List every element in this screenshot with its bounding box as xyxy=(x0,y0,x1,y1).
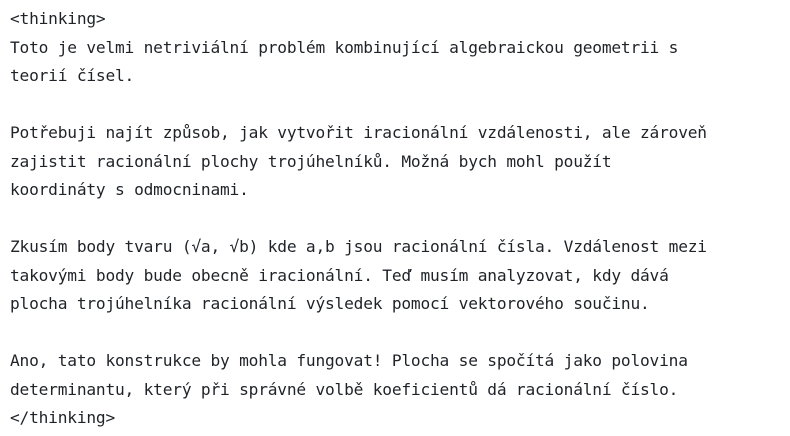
paragraph-1 xyxy=(10,34,780,91)
text-line: plocha trojúhelníka racionální výsledek pomocí vektorového součinu. xyxy=(10,294,650,313)
paragraph-3 xyxy=(10,233,780,319)
text-line: takovými body bude obecně iracionální. Teď musím analyzovat, kdy dává xyxy=(10,265,669,285)
text-line: teorií čísel. xyxy=(10,66,135,85)
text-line: determinantu, který při správné volbě koeficientů dá racionální číslo. xyxy=(10,379,679,399)
paragraph-spacer xyxy=(10,205,780,234)
paragraph-spacer xyxy=(10,91,780,120)
paragraph-4 xyxy=(10,347,780,404)
paragraph-spacer xyxy=(10,319,780,348)
text-line: Zkusím body tvaru (√a, √b) kde a,b jsou racionální čísla. Vzdálenost mezi xyxy=(10,237,707,256)
text-line: Ano, tato konstrukce by mohla fungovat! Plocha se spočítá jako polovina xyxy=(10,351,688,370)
paragraph-2 xyxy=(10,119,780,205)
text-line: Potřebuji najít způsob, jak vytvořit iracionální vzdálenosti, ale zároveň xyxy=(10,123,707,142)
text-line: zajistit racionální plochy trojúhelníků. Možná bych mohl použít xyxy=(10,151,612,171)
thinking-open-tag: <thinking> xyxy=(10,9,106,28)
thinking-close-tag: </thinking> xyxy=(10,408,116,427)
text-line: Toto je velmi netriviální problém kombinující algebraickou geometrii s xyxy=(10,37,679,57)
text-line: koordináty s odmocninami. xyxy=(10,180,249,199)
